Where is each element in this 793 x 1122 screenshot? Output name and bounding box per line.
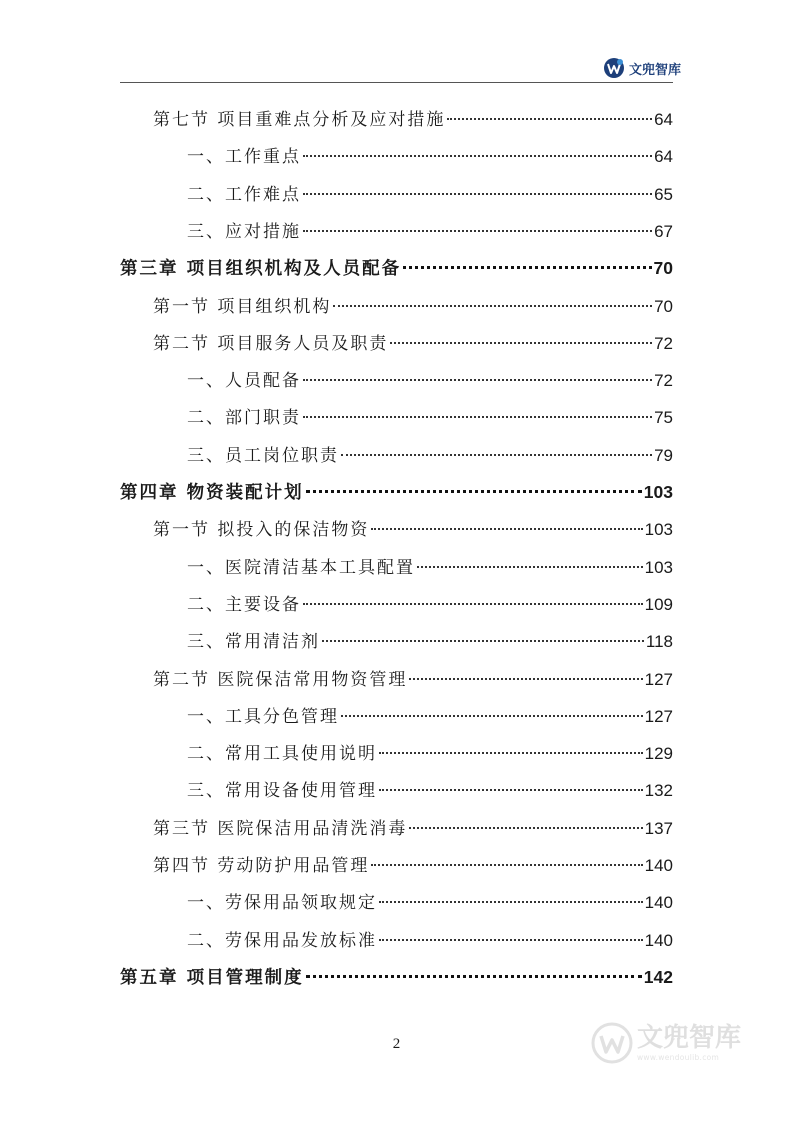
toc-dot-leader: [333, 305, 652, 307]
toc-dot-leader: [303, 379, 652, 381]
toc-entry-label: 第五章 项目管理制度: [120, 967, 304, 988]
toc-dot-leader: [322, 640, 644, 642]
watermark-logo-icon: [591, 1022, 633, 1064]
toc-dot-leader: [303, 603, 643, 605]
toc-entry-page: 65: [654, 184, 673, 204]
toc-dot-leader: [341, 454, 652, 456]
toc-entry-label: 二、常用工具使用说明: [187, 744, 377, 765]
toc-entry-page: 70: [654, 296, 673, 316]
watermark-url: www.wendoulib.com: [637, 1052, 720, 1062]
toc-entry-label: 第二节 项目服务人员及职责: [153, 333, 389, 354]
toc-entry-page: 129: [644, 744, 673, 764]
toc-entry-label: 第一节 拟投入的保洁物资: [153, 520, 370, 541]
toc-subsection[interactable]: [187, 884, 673, 921]
toc-entry-label: 一、医院清洁基本工具配置: [187, 557, 415, 578]
toc-entry-page: 118: [645, 632, 673, 652]
toc-section[interactable]: [153, 325, 673, 362]
toc-entry-label: 第二节 医院保洁常用物资管理: [153, 669, 408, 690]
watermark: [591, 1022, 741, 1064]
toc-dot-leader: [371, 864, 642, 866]
toc-entry-page: 103: [644, 557, 673, 577]
toc-subsection[interactable]: [187, 623, 673, 660]
watermark-name: 文兜智库: [637, 1022, 742, 1053]
toc-subsection[interactable]: [187, 735, 673, 772]
toc-chapter[interactable]: [120, 474, 673, 511]
toc-entry-page: 75: [654, 408, 673, 428]
toc-subsection[interactable]: [187, 399, 673, 436]
toc-entry-page: 72: [654, 371, 673, 391]
toc-entry-label: 第四节 劳动防护用品管理: [153, 856, 370, 876]
toc-dot-leader: [379, 901, 643, 903]
page-number: 2: [392, 1036, 401, 1052]
toc-section[interactable]: [153, 810, 673, 847]
toc-entry-page: 64: [654, 147, 673, 167]
toc-chapter[interactable]: [120, 959, 673, 996]
toc-entry-label: 二、工作难点: [187, 184, 301, 205]
toc-subsection[interactable]: [187, 437, 673, 474]
toc-entry-label: 一、人员配备: [187, 371, 301, 392]
toc-entry-label: 一、工作重点: [187, 147, 301, 168]
toc-dot-leader: [409, 827, 642, 829]
toc-subsection[interactable]: [187, 138, 673, 175]
toc-dot-leader: [390, 342, 652, 344]
toc-entry-label: 第四章 物资装配计划: [120, 483, 304, 503]
toc-section[interactable]: [153, 661, 673, 698]
toc-dot-leader: [379, 789, 643, 791]
toc-subsection[interactable]: [187, 213, 673, 250]
toc-entry-page: 79: [654, 445, 673, 465]
toc-dot-leader: [447, 118, 652, 120]
toc-entry-label: 二、部门职责: [187, 408, 301, 429]
toc-section[interactable]: [153, 288, 673, 325]
toc-chapter[interactable]: [120, 250, 673, 287]
toc-section[interactable]: [153, 847, 673, 884]
header-logo-text: 文兜智库: [629, 62, 682, 78]
toc-entry-page: 70: [653, 258, 673, 279]
toc-entry-label: 三、常用清洁剂: [187, 632, 320, 653]
toc-dot-leader: [306, 975, 642, 978]
toc-dot-leader: [379, 939, 643, 941]
toc-subsection[interactable]: [187, 772, 673, 809]
toc-entry-label: 第七节 项目重难点分析及应对措施: [153, 110, 446, 130]
toc-subsection[interactable]: [187, 549, 673, 586]
toc-entry-page: 109: [644, 594, 673, 614]
toc-entry-page: 127: [644, 669, 673, 689]
toc-entry-label: 二、主要设备: [187, 594, 301, 615]
toc-entry-page: 67: [654, 221, 673, 241]
toc-entry-page: 103: [644, 520, 673, 540]
toc-entry-page: 64: [654, 110, 673, 129]
toc-dot-leader: [379, 752, 643, 754]
toc-entry-page: 137: [644, 818, 673, 838]
toc-subsection[interactable]: [187, 698, 673, 735]
toc-dot-leader: [417, 566, 643, 568]
toc-dot-leader: [341, 715, 643, 717]
toc-entry-label: 第一节 项目组织机构: [153, 296, 332, 317]
toc-dot-leader: [371, 528, 642, 530]
toc-dot-leader: [303, 193, 652, 195]
header-logo: [603, 57, 681, 79]
toc-entry-label: 第三节 医院保洁用品清洗消毒: [153, 818, 408, 839]
toc-entry-label: 二、劳保用品发放标准: [187, 930, 377, 951]
toc-section[interactable]: [153, 511, 673, 548]
toc-entry-page: 140: [644, 893, 673, 913]
header-divider: [120, 82, 673, 83]
toc-entry-page: 103: [643, 482, 673, 502]
toc-entry-label: 三、员工岗位职责: [187, 445, 339, 466]
toc-entry-page: 142: [643, 966, 673, 987]
toc-subsection[interactable]: [187, 586, 673, 623]
toc-entry-page: 132: [644, 781, 673, 801]
toc-entry-label: 一、工具分色管理: [187, 706, 339, 727]
toc-dot-leader: [303, 416, 652, 418]
toc-entry-page: 140: [644, 930, 673, 950]
toc-entry-label: 一、劳保用品领取规定: [187, 893, 377, 914]
toc-entry-page: 127: [644, 706, 673, 726]
wendou-logo-icon: [603, 57, 625, 79]
toc-entry-label: 三、应对措施: [187, 221, 301, 242]
toc-subsection[interactable]: [187, 922, 673, 959]
toc-dot-leader: [409, 678, 642, 680]
toc-subsection[interactable]: [187, 362, 673, 399]
toc-subsection[interactable]: [187, 176, 673, 213]
toc-dot-leader: [306, 490, 642, 493]
toc-entry-page: 72: [654, 333, 673, 353]
toc-entry-label: 三、常用设备使用管理: [187, 781, 377, 802]
toc-dot-leader: [303, 230, 652, 232]
toc-dot-leader: [303, 155, 652, 157]
toc-section[interactable]: [153, 101, 673, 138]
toc-entry-label: 第三章 项目组织机构及人员配备: [120, 259, 402, 280]
toc-entry-page: 140: [644, 856, 673, 875]
toc-dot-leader: [403, 266, 651, 269]
